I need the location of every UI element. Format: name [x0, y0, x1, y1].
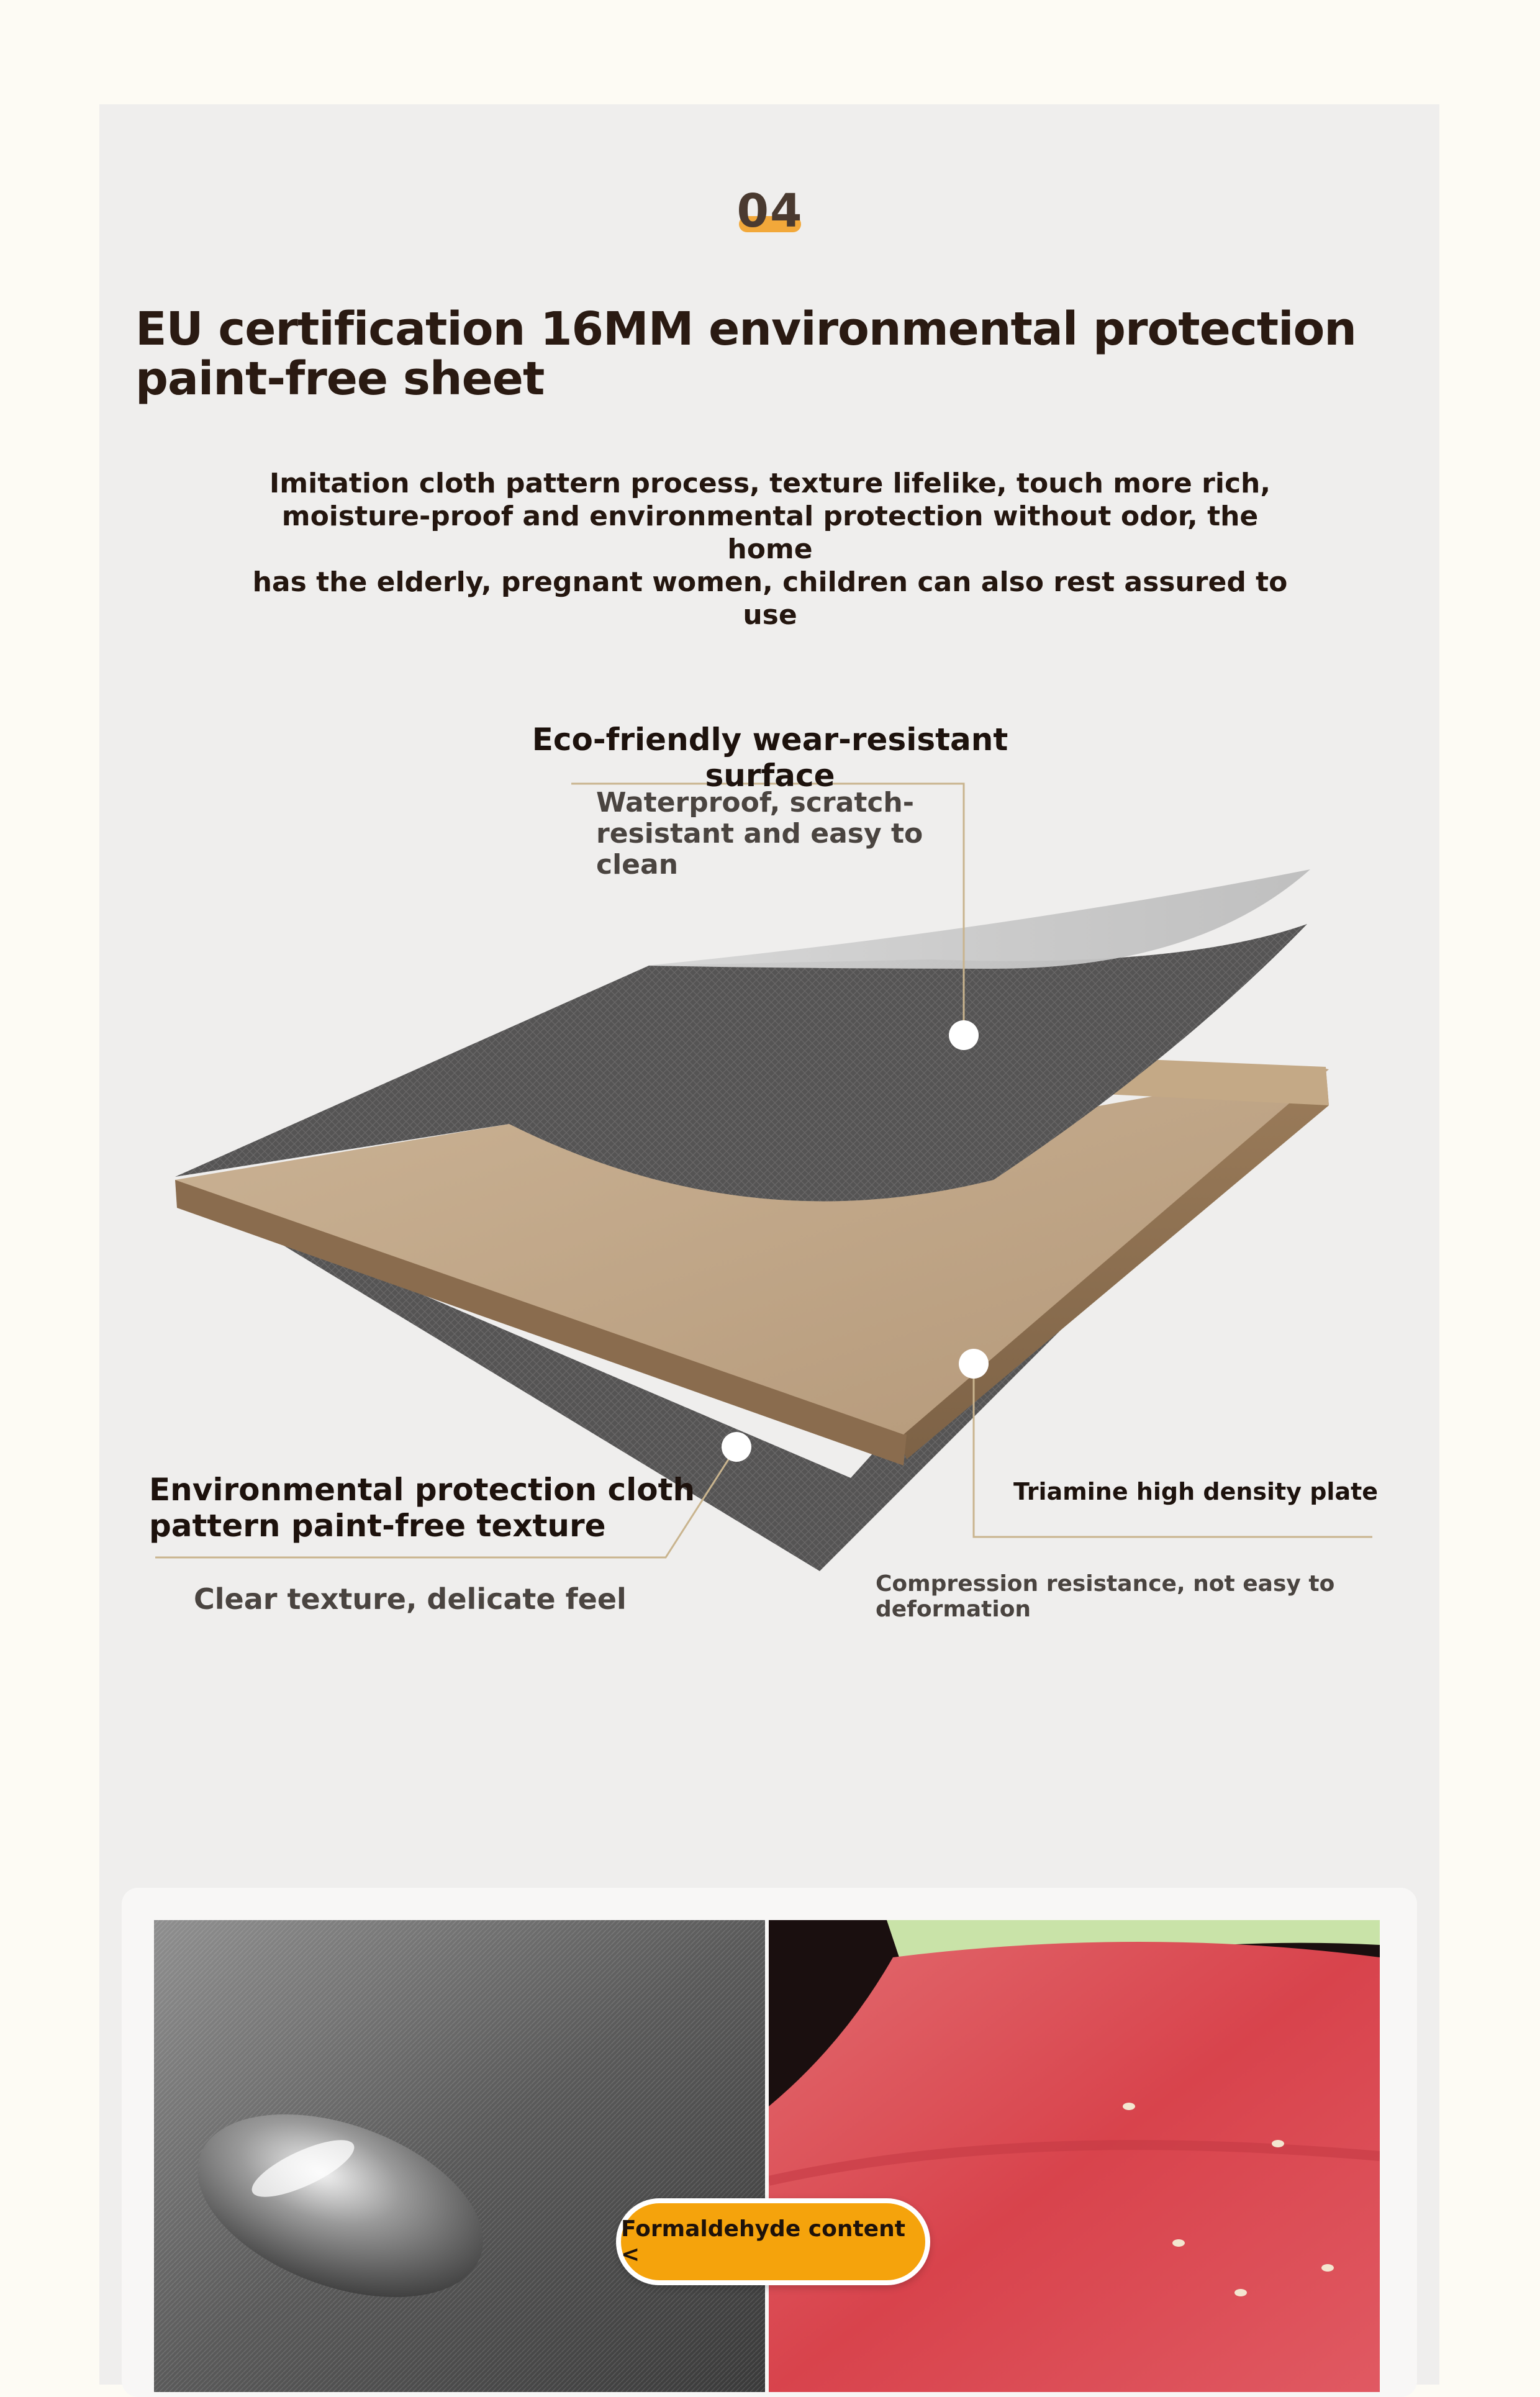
surface-desc-line-1: Waterproof, scratch-	[596, 787, 915, 818]
texture-title-line-2: pattern paint-free texture	[149, 1508, 606, 1544]
intro-line-1: Imitation cloth pattern process, texture lifelike, touch more rich,	[269, 468, 1271, 499]
water-droplet-photo	[154, 1920, 765, 2392]
section-number-text: 04	[736, 184, 804, 238]
surface-layer-title: Eco-friendly wear-resistant surface	[532, 722, 1008, 794]
watermelon-photo	[769, 1920, 1380, 2392]
surface-desc-line-2: resistant and easy to clean	[596, 818, 923, 881]
core-layer-title: Triamine high density plate	[1013, 1478, 1379, 1505]
callout-dot-left	[722, 1432, 751, 1462]
texture-title-line-1: Environmental protection cloth	[149, 1472, 695, 1508]
intro-line-2: moisture-proof and environmental protection without odor, the home	[281, 501, 1259, 565]
callout-dot-top	[949, 1020, 979, 1050]
texture-layer-title	[149, 1472, 708, 1544]
texture-layer-description: Clear texture, delicate feel	[194, 1582, 627, 1616]
formaldehyde-badge: Formaldehyde content <	[616, 2198, 930, 2285]
intro-line-3: has the elderly, pregnant women, children can also rest assured to use	[252, 566, 1288, 631]
callout-dot-right	[959, 1349, 989, 1379]
surface-layer-description	[596, 787, 981, 881]
page-title: EU certification 16MM environmental protection paint-free sheet	[135, 302, 1356, 406]
core-layer-description: Compression resistance, not easy to deformation	[876, 1571, 1335, 1622]
callout-line-right	[974, 1363, 1372, 1537]
